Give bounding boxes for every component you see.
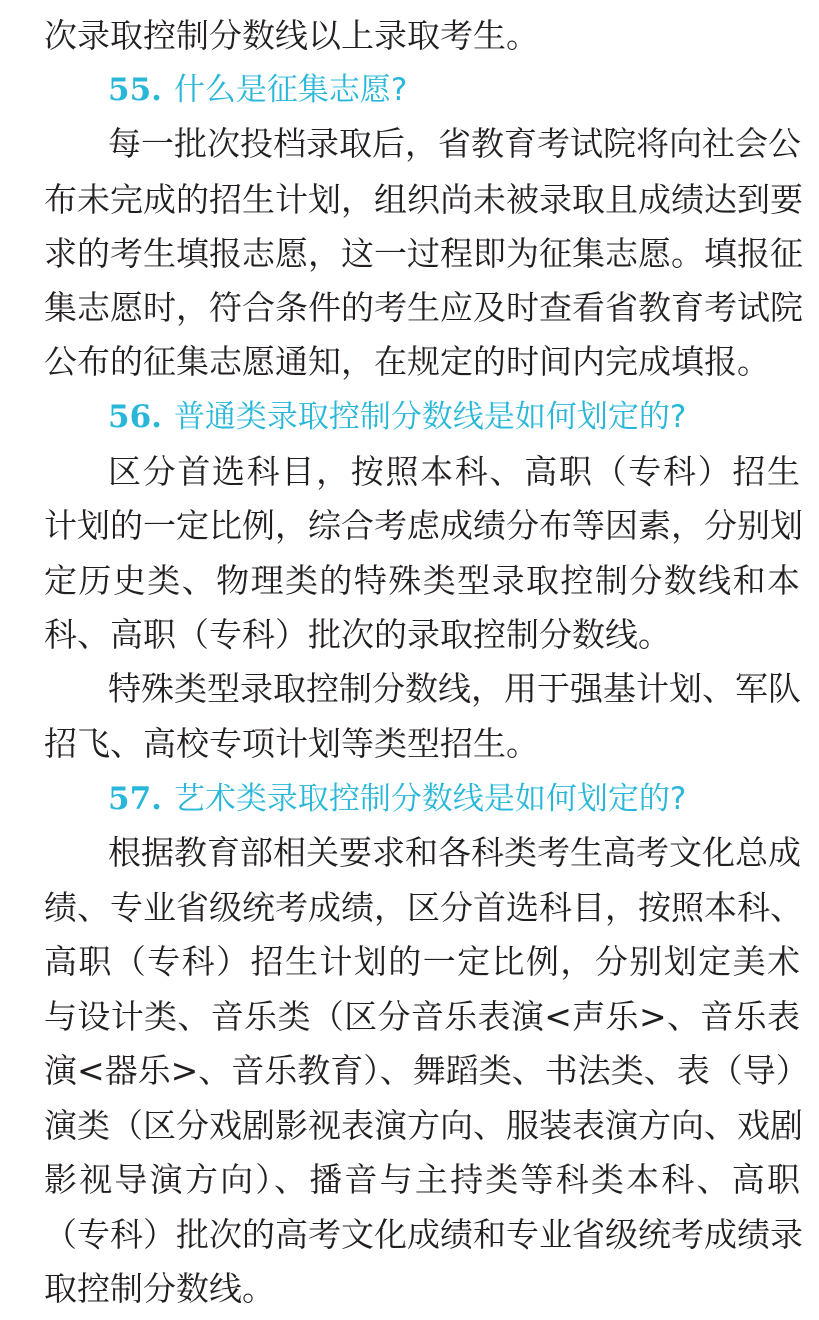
- body-line: 科、高职（专科）批次的录取控制分数线。: [44, 615, 671, 654]
- body-line: 高职（专科）招生计划的一定比例，分别划定美术: [44, 942, 800, 981]
- body-line: 演类（区分戏剧影视表演方向、服装表演方向、戏剧: [44, 1106, 803, 1145]
- question-title: 普通类录取控制分数线是如何划定的?: [173, 399, 687, 435]
- body-line: 特殊类型录取控制分数线，用于强基计划、军队: [108, 669, 801, 708]
- question-number: 55.: [108, 72, 162, 108]
- question-heading-56: [108, 397, 686, 437]
- body-line: 影视导演方向）、播音与主持类等科类本科、高职: [44, 1160, 800, 1199]
- body-line: 根据教育部相关要求和各科类考生高考文化总成: [108, 833, 801, 872]
- body-line: （专科）批次的高考文化成绩和专业省级统考成绩录: [44, 1215, 803, 1254]
- body-line: 演<器乐>、音乐教育）、舞蹈类、书法类、表（导）: [44, 1051, 809, 1090]
- body-line: 定历史类、物理类的特殊类型录取控制分数线和本: [44, 561, 800, 600]
- body-line: 计划的一定比例，综合考虑成绩分布等因素，分别划: [44, 506, 803, 545]
- body-line: 布未完成的招生计划，组织尚未被录取且成绩达到要: [44, 180, 803, 219]
- body-line: 与设计类、音乐类（区分音乐表演<声乐>、音乐表: [44, 997, 800, 1036]
- body-line: 区分首选科目，按照本科、高职（专科）招生: [108, 452, 800, 491]
- question-number: 56.: [108, 399, 162, 435]
- question-title: 艺术类录取控制分数线是如何划定的?: [173, 781, 687, 817]
- intro-tail-line: 次录取控制分数线以上录取考生。: [44, 16, 539, 55]
- question-heading-55: [108, 70, 407, 110]
- body-line: 求的考生填报志愿，这一过程即为征集志愿。填报征: [44, 234, 803, 273]
- body-line: 每一批次投档录取后，省教育考试院将向社会公: [108, 124, 801, 163]
- question-heading-57: [108, 779, 686, 819]
- body-line: 绩、专业省级统考成绩，区分首选科目，按照本科、: [44, 888, 803, 927]
- question-number: 57.: [108, 781, 162, 817]
- body-line: 公布的征集志愿通知，在规定的时间内完成填报。: [44, 342, 770, 381]
- question-title: 什么是征集志愿?: [173, 72, 408, 108]
- body-line: 取控制分数线。: [44, 1269, 275, 1308]
- body-line: 集志愿时，符合条件的考生应及时查看省教育考试院: [44, 288, 803, 327]
- body-line: 招飞、高校专项计划等类型招生。: [44, 724, 539, 763]
